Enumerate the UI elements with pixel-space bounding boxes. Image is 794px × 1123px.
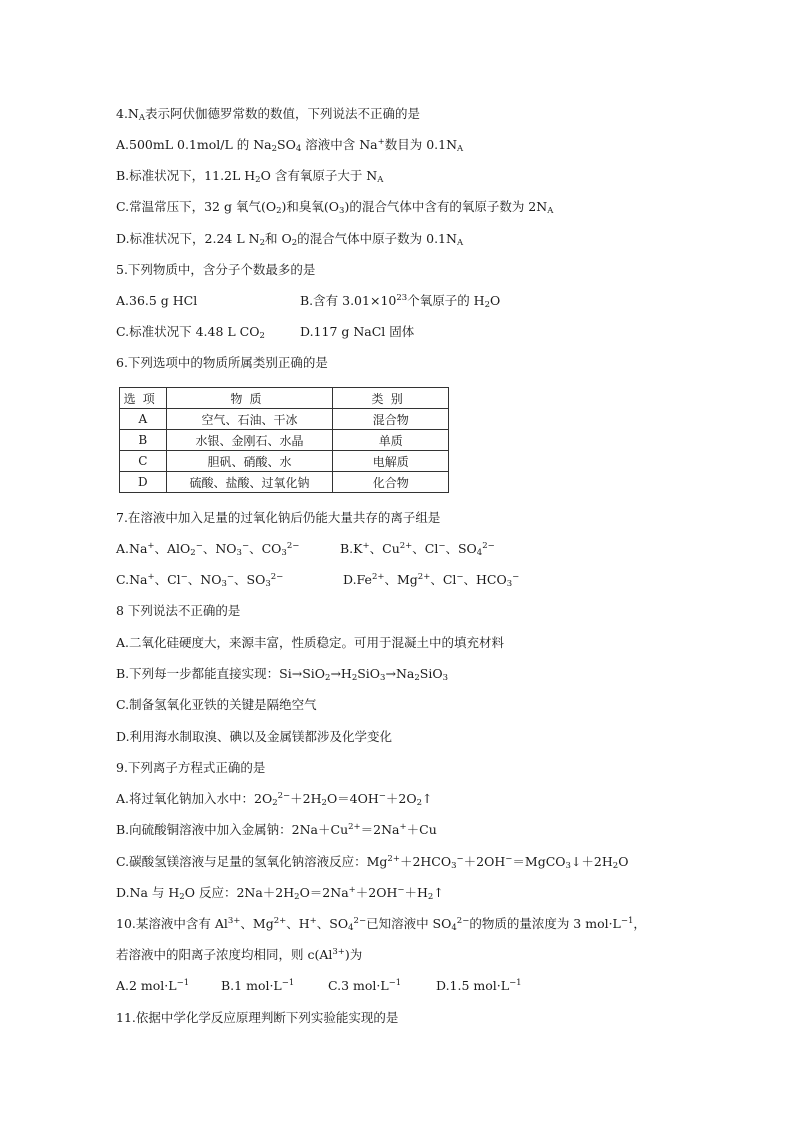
q7-option-c: C.Na+、Cl−、$NO_3^-$、$SO_3^{2-}$ [116,572,284,589]
table-row [120,451,449,472]
table-cell-category: 单质 [333,430,449,451]
table-cell-category: 化合物 [333,472,449,493]
q8-option-d: D.利用海水制取溴、碘以及金属镁都涉及化学变化 [116,729,393,744]
q5-stem: 5.下列物质中，含分子个数最多的是 [116,262,316,277]
table-header-category: 类别 [333,388,449,409]
table-cell-option: A [120,409,167,430]
q8-stem: 8 下列说法不正确的是 [116,603,241,618]
q10-option-a: A.2 $mol\cdot L^{-1}$ [116,978,190,993]
table-cell-option: D [120,472,167,493]
q7-option-b: B.K+、$Cu^{2+}$、Cl−、$SO_4^{2-}$ [340,541,495,558]
q7-option-a: A.Na+、AlO$_2$−、$NO_3^-$、$CO_3^{2-}$ [116,541,300,558]
q10-stem-continued: 若溶液中的阳离子浓度均相同，则 $c(Al^{3+})$为 [116,947,363,962]
table-row [120,409,449,430]
q4-option-d: D.标准状况下，2.24 L $N_2$和 $O_2$的混合气体中原子数为 $0.1N_A$ [116,231,464,248]
q9-option-c: C.碳酸氢镁溶液与足量的氢氧化钠溶液反应：$Mg^{2+}+2HCO_3^-+2OH^-=MgCO_3↓+2H_2O$ [116,854,629,871]
q7-option-d: $D.Fe^{2+}$、$Mg^{2+}$、Cl−、$HCO_3^-$ [343,572,520,589]
q10-option-b: B.1 $mol\cdot L^{-1}$ [221,978,295,993]
q4-option-c: C.常温常压下，32 g 氧气$(O_2)$和臭氧$(O_3)$的混合气体中含有的氧原子数为 $2N_A$ [116,199,554,216]
q5-option-a: A.36.5 g HCl [116,293,198,308]
q8-option-c: C.制备氢氧化亚铁的关键是隔绝空气 [116,697,317,712]
q4-option-b: B.标准状况下，11.2L $H_2O$ 含有氧原子大于 $N_A$ [116,168,384,185]
q8-option-a: A.二氧化硅硬度大，来源丰富，性质稳定。可用于混凝土中的填充材料 [116,635,505,650]
q5-option-c: C.标准状况下 4.48 L $CO_2$ [116,324,265,341]
table-cell-substance: 胆矾、硝酸、水 [166,451,333,472]
q9-option-d: D.Na 与 $H_2O$ 反应：$2Na+2H_2O=2Na^++2OH^-+H_2↑$ [116,885,444,902]
table-cell-option: B [120,430,167,451]
q4-option-a: A.500mL 0.1mol/L 的 $Na_2SO_4$ 溶液中含 Na+数目为 $0.1N_A$ [116,137,464,154]
q4-stem: $4.N_A$表示阿伏伽德罗常数的数值，下列说法不正确的是 [116,106,421,123]
q10-option-c: C.3 $mol\cdot L^{-1}$ [328,978,402,993]
table-cell-substance: 空气、石油、干冰 [166,409,333,430]
q9-option-b: B.向硫酸铜溶液中加入金属钠：$2Na+Cu^{2+}=2Na^++Cu$ [116,822,437,837]
table-row [120,472,449,493]
q10-stem: 10.某溶液中含有 $Al^{3+}$、$Mg^{2+}$、H+、$SO_4^{2-}$已知溶液中 $SO_4^{2-}$的物质的量浓度为 3 $mol\cdot L^{-1}$， [116,916,646,933]
table-row [120,430,449,451]
table-cell-substance: 水银、金刚石、水晶 [166,430,333,451]
table-header-row [120,388,449,409]
q9-stem: 9.下列离子方程式正确的是 [116,760,266,775]
table-header-option: 选项 [120,388,167,409]
q5-option-b: B.含有 $3.01\times 10^{23}$个氧原子的 $H_2O$ [300,293,501,310]
table-cell-option: C [120,451,167,472]
classification-table [119,387,449,493]
q11-stem: 11.依据中学化学反应原理判断下列实验能实现的是 [116,1010,399,1025]
q5-option-d: D.117 g NaCl 固体 [300,324,415,339]
table-cell-substance: 硫酸、盐酸、过氧化钠 [166,472,333,493]
table-cell-category: 电解质 [333,451,449,472]
q10-option-d: D.1.5 $mol\cdot L^{-1}$ [436,978,522,993]
table-header-substance: 物质 [166,388,333,409]
q7-stem: 7.在溶液中加入足量的过氧化钠后仍能大量共存的离子组是 [116,510,441,525]
table-cell-category: 混合物 [333,409,449,430]
q9-option-a: A.将过氧化钠加入水中：$2O_2^{2-}+2H_2O=4OH^-+2O_2↑$ [116,791,433,808]
q6-stem: 6.下列选项中的物质所属类别正确的是 [116,355,328,370]
q8-option-b: B.下列每一步都能直接实现：$Si\to SiO_2\to H_2SiO_3\to Na_2SiO_3$ [116,666,448,683]
